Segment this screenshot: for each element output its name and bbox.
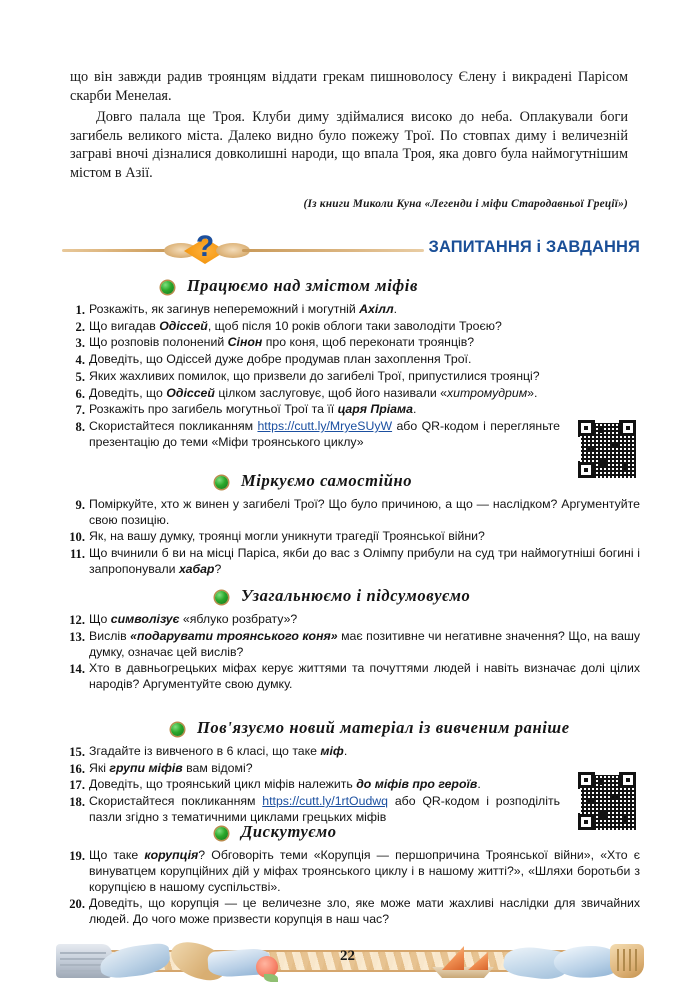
prose-paragraph-2: Довго палала ще Троя. Клуби диму здіймалися високо до неба. Оплакували боги загибель великого міста. Далеко видно було пожежу Трої. По стовпах диму і величезній заграві вночі дізналися довколишні народи, що впала Троя, яка довго була наймогутнішим містом в Азії. bbox=[70, 108, 628, 182]
section-label: Узагальнюємо і підсумовуємо bbox=[241, 586, 471, 605]
qr-module bbox=[600, 812, 606, 818]
question-text: Що вигадав Одіссей, щоб після 10 років облоги таки заволодіти Троєю? bbox=[89, 318, 502, 333]
question-number: 8. bbox=[75, 420, 85, 435]
question-text: Хто в давньогрецьких міфах керує життями та почуттями людей і навіть визначає долі цілих народів? Аргументуйте свою думку. bbox=[89, 660, 640, 691]
question-text: Що розповів полонений Сінон про коня, щоб переконати троянців? bbox=[89, 335, 475, 350]
section-banner bbox=[60, 232, 640, 268]
question-text: Які групи міфів вам відомі? bbox=[89, 760, 253, 775]
section-heading-4 bbox=[60, 718, 640, 742]
question-text: Скористайтеся покликанням https://cutt.ly/1rtOudwq або QR-кодом і розподіліть пазли згідно з тематичними циклами грецьких міфів bbox=[89, 794, 560, 825]
section-bullet-icon bbox=[215, 476, 228, 489]
qr-module bbox=[586, 446, 594, 450]
question-number: 11. bbox=[69, 546, 85, 561]
question-number: 10. bbox=[69, 530, 85, 545]
list-item bbox=[60, 369, 640, 385]
qr-quiet-top bbox=[595, 420, 619, 423]
question-number: 19. bbox=[69, 849, 85, 863]
question-mark-icon: ? bbox=[195, 230, 215, 263]
qr-finder-pattern bbox=[578, 420, 594, 436]
section-bullet-icon bbox=[161, 281, 174, 294]
question-number: 4. bbox=[75, 353, 85, 368]
question-text: Як, на вашу думку, троянці могли уникнути трагедії Троянської війни? bbox=[89, 529, 485, 544]
question-text: Вислів «подарувати троянського коня» має позитивне чи негативне значення? Що, на вашу думку, означає цей вислів? bbox=[89, 628, 641, 659]
list-item bbox=[60, 319, 640, 335]
question-number: 2. bbox=[75, 319, 85, 334]
section-label: Дискутуємо bbox=[241, 822, 337, 841]
question-number: 7. bbox=[75, 403, 85, 418]
qr-module bbox=[586, 798, 594, 802]
list-item bbox=[60, 529, 640, 545]
list-item bbox=[60, 386, 640, 402]
list-item bbox=[60, 661, 640, 693]
qr-quiet-top bbox=[595, 772, 619, 775]
section-heading-3 bbox=[60, 586, 640, 610]
list-item bbox=[60, 761, 640, 777]
list-item bbox=[60, 419, 640, 451]
qr-quiet-left bbox=[578, 437, 581, 461]
qr-code-question-8[interactable] bbox=[578, 420, 636, 478]
question-text: Що символізує «яблуко розбрату»? bbox=[89, 612, 298, 626]
section-label: Працюємо над змістом міфів bbox=[187, 276, 418, 295]
question-number: 18. bbox=[69, 795, 85, 810]
question-number: 3. bbox=[75, 336, 85, 351]
question-text: Що вчинили б ви на місці Паріса, якби до вас з Олімпу прибули на суд три наймогутніші богині і запропонували хабар? bbox=[89, 545, 640, 576]
question-list-5 bbox=[60, 848, 640, 928]
question-text: Що таке корупція? Обговоріть теми «Корупція — першопричина Троянської війни», «Хто є винуватцем корупційних дій у міфах троянського циклу і в нашому житті?», «Шляхи боротьби з корупцією в нашому суспільстві». bbox=[89, 848, 641, 894]
section-heading-1 bbox=[60, 276, 640, 300]
question-number: 14. bbox=[69, 661, 85, 676]
question-text: Поміркуйте, хто ж винен у загибелі Трої? Що було причиною, а що — наслідком? Аргументуйте свою позицію. bbox=[89, 497, 640, 527]
question-number: 13. bbox=[69, 629, 85, 644]
question-list-2 bbox=[60, 497, 640, 578]
qr-finder-pattern bbox=[578, 772, 594, 788]
list-item bbox=[60, 402, 640, 418]
qr-module bbox=[612, 442, 619, 447]
list-item bbox=[60, 896, 640, 928]
question-number: 9. bbox=[75, 498, 85, 512]
question-number: 17. bbox=[69, 778, 85, 793]
section-label: Пов'язуємо новий матеріал із вивченим раніше bbox=[197, 718, 570, 737]
list-item bbox=[60, 335, 640, 351]
question-text: Доведіть, що Одіссей дуже добре продумав план захоплення Трої. bbox=[89, 352, 472, 367]
banner-rule-left bbox=[62, 249, 170, 252]
question-list-3 bbox=[60, 612, 640, 693]
question-number: 20. bbox=[69, 897, 85, 912]
narrative-prose bbox=[70, 68, 628, 183]
question-text: Скористайтеся покликанням https://cutt.ly/MryeSUyW або QR-кодом і перегляньте презентацію до теми «Міфи троянського циклу» bbox=[89, 419, 560, 449]
qr-finder-pattern bbox=[620, 772, 636, 788]
section-bullet-icon bbox=[215, 827, 228, 840]
question-number: 5. bbox=[75, 369, 85, 384]
page-number: 22 bbox=[340, 948, 355, 964]
question-number: 6. bbox=[75, 386, 85, 401]
question-text: Доведіть, що Одіссей цілком заслуговує, щоб його називали «хитромудрим». bbox=[89, 385, 538, 400]
question-text: Розкажіть про загибель могутньої Трої та її царя Пріама. bbox=[89, 402, 417, 417]
qr-quiet-left bbox=[578, 789, 581, 813]
question-number: 1. bbox=[75, 303, 85, 317]
list-item bbox=[60, 302, 640, 318]
list-item bbox=[60, 744, 640, 760]
question-text: Згадайте із вивченого в 6 класі, що таке міф. bbox=[89, 744, 348, 758]
list-item bbox=[60, 629, 640, 661]
list-item bbox=[60, 546, 640, 578]
question-number: 12. bbox=[69, 613, 85, 627]
question-text: Доведіть, що корупція — це величезне зло, яке може мати жахливі наслідки для звичайних людей. До чого може призвести корупція в наш час? bbox=[89, 896, 640, 926]
qr-module bbox=[598, 778, 603, 785]
list-item bbox=[60, 497, 640, 529]
section-bullet-icon bbox=[171, 723, 184, 736]
qr-module bbox=[598, 426, 603, 433]
banner-rule-right bbox=[242, 249, 424, 252]
section-heading-2 bbox=[60, 471, 640, 495]
question-list-1 bbox=[60, 302, 640, 451]
question-number: 15. bbox=[69, 745, 85, 759]
question-text: Доведіть, що троянський цикл міфів належить до міфів про героїв. bbox=[89, 777, 481, 792]
qr-finder-pattern bbox=[620, 420, 636, 436]
section-label: Міркуємо самостійно bbox=[241, 471, 413, 490]
qr-module bbox=[612, 794, 619, 799]
section-heading-5 bbox=[60, 822, 640, 846]
list-item bbox=[60, 352, 640, 368]
list-item bbox=[60, 777, 640, 793]
question-list-4 bbox=[60, 744, 640, 826]
qr-module bbox=[600, 460, 606, 466]
list-item bbox=[60, 612, 640, 628]
question-text: Яких жахливих помилок, що призвели до загибелі Трої, припустилися троянці? bbox=[89, 368, 540, 383]
prose-paragraph-1: що він завжди радив троянцям віддати грекам пишноволосу Єлену і викрадені Парісом скарби Менелая. bbox=[70, 69, 628, 104]
source-attribution: (Із книги Миколи Куна «Легенди і міфи Стародавньої Греції») bbox=[303, 198, 628, 210]
question-text: Розкажіть, як загинув непереможний і могутній Ахілл. bbox=[89, 302, 398, 316]
question-number: 16. bbox=[69, 761, 85, 776]
list-item bbox=[60, 848, 640, 896]
section-bullet-icon bbox=[215, 591, 228, 604]
banner-title: ЗАПИТАННЯ і ЗАВДАННЯ bbox=[428, 238, 640, 256]
